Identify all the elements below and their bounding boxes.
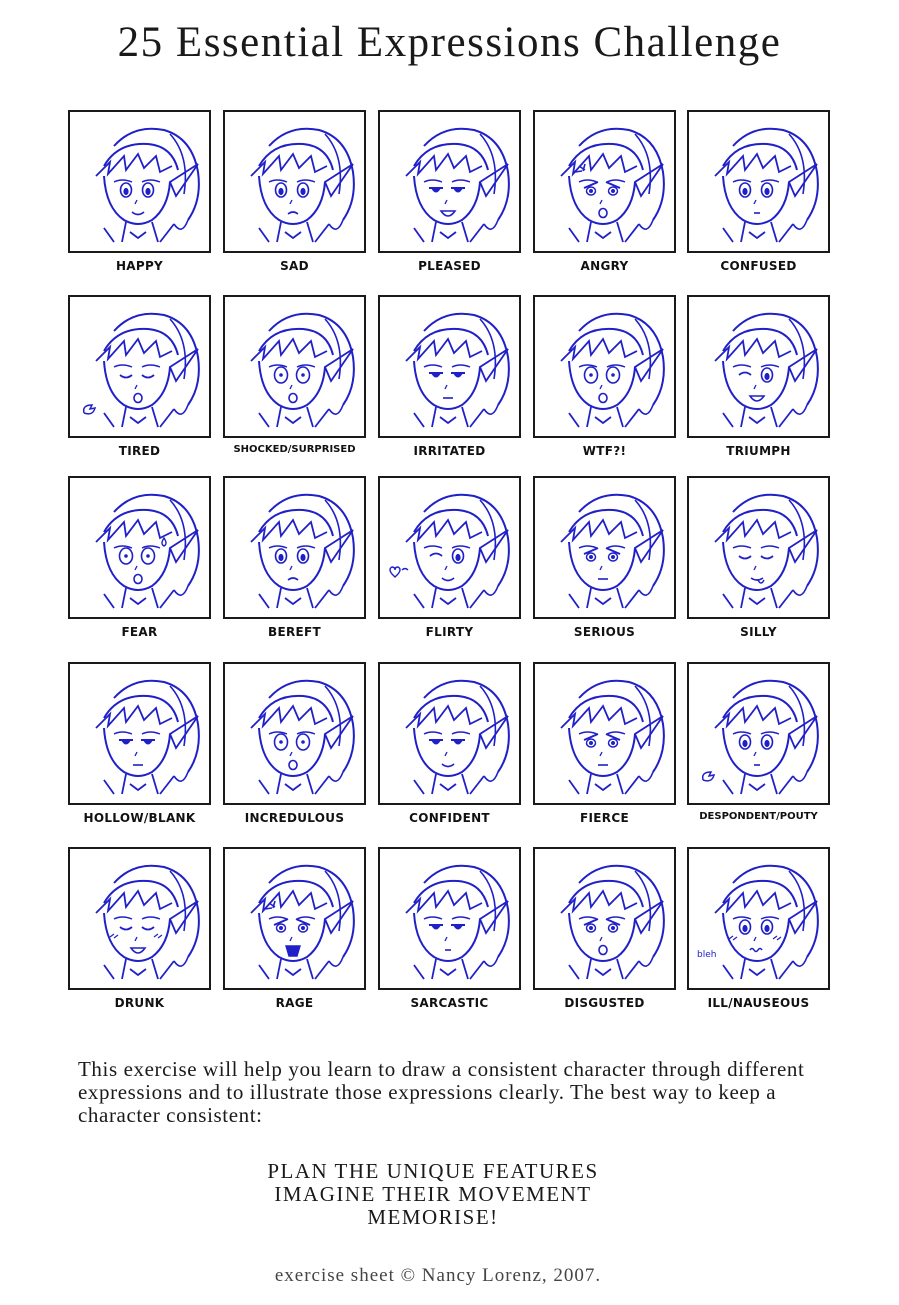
character-drawing (384, 853, 515, 984)
expression-row (68, 110, 832, 290)
expression-cell (68, 110, 211, 273)
expression-cell (68, 662, 211, 825)
copyright-credit: exercise sheet © Nancy Lorenz, 2007. (274, 1265, 602, 1286)
character-drawing (229, 301, 360, 432)
character-drawing (74, 668, 205, 799)
expression-frame (533, 662, 676, 805)
expression-frame (533, 295, 676, 438)
character-drawing (539, 301, 670, 432)
expression-frame (687, 847, 830, 990)
expression-frame (223, 847, 366, 990)
expression-cell (378, 110, 521, 273)
character-drawing (693, 853, 824, 984)
expression-row (68, 476, 832, 656)
step-item: PLAN THE UNIQUE FEATURES (267, 1159, 599, 1183)
expression-frame (533, 110, 676, 253)
character-drawing (229, 668, 360, 799)
expression-frame (68, 476, 211, 619)
expression-cell (533, 476, 676, 639)
character-drawing (74, 301, 205, 432)
expression-label: DISGUSTED (564, 996, 645, 1010)
character-drawing (539, 853, 670, 984)
expression-label: ANGRY (580, 259, 629, 273)
expression-cell (533, 110, 676, 273)
character-drawing (384, 116, 515, 247)
step-item: IMAGINE THEIR MOVEMENT (274, 1182, 592, 1206)
expression-cell (68, 295, 211, 458)
expression-cell (378, 847, 521, 1010)
expression-frame (378, 847, 521, 990)
expression-label: DRUNK (114, 996, 165, 1010)
expression-label: BEREFT (268, 625, 321, 639)
expression-frame (687, 295, 830, 438)
expression-label: WTF?! (582, 444, 627, 458)
expression-label: SILLY (740, 625, 777, 639)
character-drawing (74, 853, 205, 984)
expression-label: RAGE (275, 996, 314, 1010)
expression-label: IRRITATED (413, 444, 486, 458)
expression-frame (378, 662, 521, 805)
expression-cell (687, 476, 830, 639)
steps-list (0, 1160, 866, 1229)
expression-frame (378, 110, 521, 253)
expression-frame (68, 847, 211, 990)
expression-cell (223, 476, 366, 639)
expression-cell (223, 662, 366, 825)
expression-label: HOLLOW/BLANK (83, 811, 196, 825)
expression-label: CONFUSED (720, 259, 797, 273)
expression-frame (533, 476, 676, 619)
expression-cell (687, 662, 830, 822)
expression-label: SARCASTIC (410, 996, 489, 1010)
expression-frame (533, 847, 676, 990)
expression-label: CONFIDENT (409, 811, 490, 825)
expression-cell (223, 847, 366, 1010)
expression-frame (223, 110, 366, 253)
expression-frame (223, 476, 366, 619)
expression-cell (223, 295, 366, 455)
expression-cell (687, 110, 830, 273)
expression-cell (687, 295, 830, 458)
character-drawing (384, 482, 515, 613)
expression-label: TRIUMPH (726, 444, 791, 458)
character-drawing (693, 668, 824, 799)
expression-label: FEAR (121, 625, 158, 639)
expression-label: HAPPY (115, 259, 164, 273)
expression-frame (378, 295, 521, 438)
page-title: 25 Essential Expressions Challenge (117, 19, 782, 66)
expression-label: FIERCE (580, 811, 629, 825)
character-drawing (693, 482, 824, 613)
expression-frame (687, 476, 830, 619)
character-drawing (229, 482, 360, 613)
expression-label: SERIOUS (573, 625, 636, 639)
expression-cell (533, 295, 676, 458)
expression-frame (223, 295, 366, 438)
character-drawing (384, 668, 515, 799)
character-drawing (229, 853, 360, 984)
expression-cell (533, 662, 676, 825)
expression-cell (68, 476, 211, 639)
expression-cell (687, 847, 830, 1010)
character-drawing (74, 482, 205, 613)
expression-label: FLIRTY (425, 625, 474, 639)
expression-frame (68, 110, 211, 253)
expression-row (68, 295, 832, 475)
expression-label: TIRED (118, 444, 161, 458)
expression-cell (68, 847, 211, 1010)
expression-row (68, 662, 832, 842)
expression-frame (687, 110, 830, 253)
instructions-paragraph: This exercise will help you learn to draw a consistent character through different expressions and to illustrate those expressions clearly. The best way to keep a character consistent: (78, 1057, 805, 1127)
expression-frame (378, 476, 521, 619)
expression-frame (68, 295, 211, 438)
character-drawing (693, 116, 824, 247)
character-drawing (539, 482, 670, 613)
expression-label: PLEASED (418, 259, 481, 273)
expression-cell (378, 476, 521, 639)
character-drawing (539, 116, 670, 247)
character-drawing (384, 301, 515, 432)
expression-label: SAD (280, 259, 309, 273)
expression-cell (378, 295, 521, 458)
expression-label: SHOCKED/SURPRISED (233, 444, 356, 455)
bleh-annotation: bleh (697, 950, 717, 960)
step-item: MEMORISE! (367, 1205, 499, 1229)
expression-row (68, 847, 832, 1027)
expression-label: INCREDULOUS (244, 811, 345, 825)
character-drawing (693, 301, 824, 432)
expression-cell (378, 662, 521, 825)
expression-frame (687, 662, 830, 805)
expression-frame (68, 662, 211, 805)
character-drawing (539, 668, 670, 799)
expression-label: DESPONDENT/POUTY (699, 811, 818, 822)
expression-cell (533, 847, 676, 1010)
character-drawing (229, 116, 360, 247)
expression-frame (223, 662, 366, 805)
character-drawing (74, 116, 205, 247)
expression-label: ILL/NAUSEOUS (707, 996, 810, 1010)
expression-cell (223, 110, 366, 273)
